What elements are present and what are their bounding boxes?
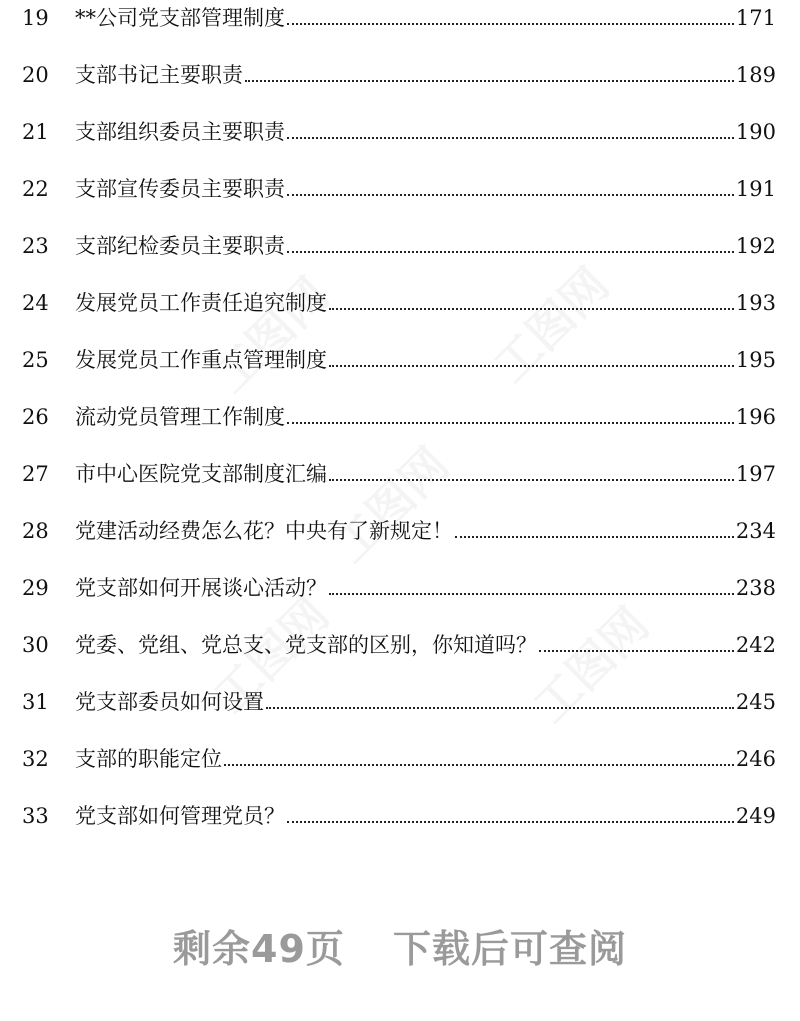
- dot-leader: [455, 536, 734, 538]
- toc-entry[interactable]: [22, 508, 776, 544]
- dot-leader: [539, 650, 734, 652]
- toc-title: 市中心医院党支部制度汇编: [75, 462, 327, 486]
- dot-leader: [329, 593, 734, 595]
- dot-leader: [266, 707, 734, 709]
- toc-page-number: 196: [735, 405, 776, 429]
- toc-page-number: 192: [735, 234, 776, 258]
- toc-number: 23: [22, 234, 49, 258]
- toc-number: 25: [22, 348, 49, 372]
- toc-title: 支部组织委员主要职责: [75, 120, 285, 144]
- toc-page-number: 238: [735, 576, 776, 600]
- toc-number: 21: [22, 120, 49, 144]
- toc-entry[interactable]: [22, 280, 776, 316]
- toc-entry[interactable]: [22, 0, 776, 31]
- toc-number: 19: [22, 6, 49, 30]
- toc-entry[interactable]: [22, 622, 776, 658]
- toc-number: 33: [22, 804, 49, 828]
- toc-number: 26: [22, 405, 49, 429]
- toc-title: 发展党员工作重点管理制度: [75, 348, 327, 372]
- toc-title: 党支部如何开展谈心活动？: [75, 576, 327, 600]
- toc-number: 29: [22, 576, 49, 600]
- toc-number: 20: [22, 63, 49, 87]
- toc-entry[interactable]: [22, 679, 776, 715]
- toc-number: 22: [22, 177, 49, 201]
- dot-leader: [224, 764, 734, 766]
- dot-leader: [287, 251, 734, 253]
- toc-title: **公司党支部管理制度: [75, 6, 285, 30]
- toc-page-number: 195: [735, 348, 776, 372]
- toc-entry[interactable]: [22, 565, 776, 601]
- dot-leader: [287, 422, 734, 424]
- dot-leader: [329, 365, 734, 367]
- toc-title: 支部书记主要职责: [75, 63, 243, 87]
- toc-number: 31: [22, 690, 49, 714]
- watermark: [477, 251, 621, 395]
- toc-number: 28: [22, 519, 49, 543]
- toc-title: 支部宣传委员主要职责: [75, 177, 285, 201]
- toc-title: 支部纪检委员主要职责: [75, 234, 285, 258]
- toc-page-number: 189: [735, 63, 776, 87]
- toc-title: 支部的职能定位: [75, 747, 222, 771]
- remaining-pages-text: 剩余49页: [173, 927, 345, 971]
- toc-entry[interactable]: [22, 736, 776, 772]
- toc-entry[interactable]: [22, 394, 776, 430]
- dot-leader: [329, 308, 734, 310]
- dot-leader: [245, 80, 734, 82]
- toc-number: 30: [22, 633, 49, 657]
- toc-page-number: 245: [735, 690, 776, 714]
- toc-title: 党支部委员如何设置: [75, 690, 264, 714]
- dot-leader: [287, 137, 734, 139]
- toc-title: 党建活动经费怎么花？中央有了新规定！: [75, 519, 453, 543]
- toc-page-number: 249: [735, 804, 776, 828]
- toc-title: 党委、党组、党总支、党支部的区别，你知道吗？: [75, 633, 537, 657]
- toc-entry[interactable]: [22, 166, 776, 202]
- toc-page-number: 242: [735, 633, 776, 657]
- toc-page-number: 246: [735, 747, 776, 771]
- dot-leader: [287, 821, 734, 823]
- download-to-view-text: 下载后可查阅: [392, 927, 627, 971]
- toc-page-number: 197: [735, 462, 776, 486]
- toc-entry[interactable]: [22, 109, 776, 145]
- toc-title: 流动党员管理工作制度: [75, 405, 285, 429]
- toc-page-number: 191: [735, 177, 776, 201]
- toc-page-number: 234: [735, 519, 776, 543]
- toc-number: 27: [22, 462, 49, 486]
- toc-entry[interactable]: [22, 223, 776, 259]
- dot-leader: [287, 194, 734, 196]
- download-prompt[interactable]: [0, 918, 800, 973]
- dot-leader: [329, 479, 734, 481]
- toc-page-number: 193: [735, 291, 776, 315]
- toc-page-number: 171: [735, 6, 776, 30]
- toc-entry[interactable]: [22, 337, 776, 373]
- toc-entry[interactable]: [22, 52, 776, 88]
- toc-entry[interactable]: [22, 451, 776, 487]
- toc-page-number: 190: [735, 120, 776, 144]
- dot-leader: [287, 23, 734, 25]
- toc-title: 党支部如何管理党员？: [75, 804, 285, 828]
- toc-entry[interactable]: [22, 793, 776, 829]
- toc-number: 32: [22, 747, 49, 771]
- toc-title: 发展党员工作责任追究制度: [75, 291, 327, 315]
- toc-number: 24: [22, 291, 49, 315]
